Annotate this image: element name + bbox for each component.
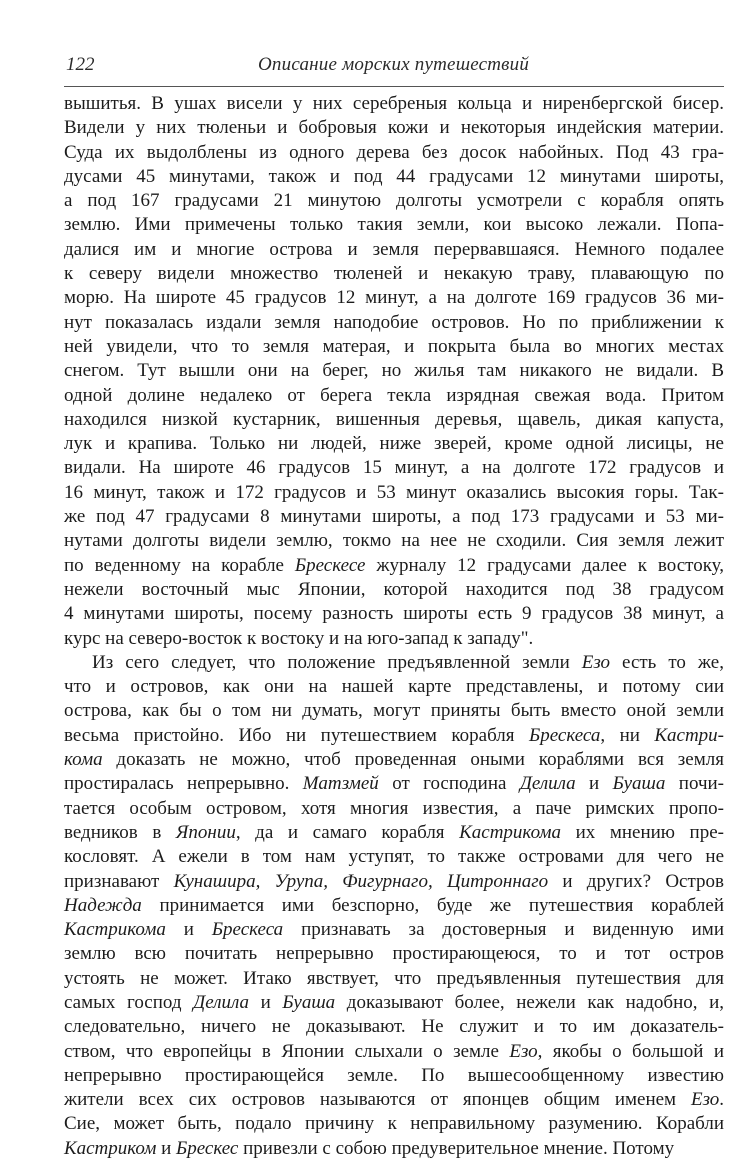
- text-run: ством, что европейцы в Японии слыхали о земле: [64, 1040, 510, 1062]
- text-line: 16 минут, також и 172 градусов и 53 минут оказались высокия горы. Так-: [64, 481, 724, 503]
- text-line: ней увидели, что то земля матерая, и покрыта была во многих местах: [64, 335, 724, 357]
- paragraph-2: [64, 651, 724, 1161]
- text-line: [64, 894, 724, 918]
- text-run: самых господ: [64, 991, 194, 1013]
- text-line: находился низкой кустарник, вишенныя деревья, щавель, дикая капуста,: [64, 408, 724, 430]
- text-line: что и островов, как они на нашей карте представлены, и потому сии: [64, 676, 724, 698]
- text-line: [64, 821, 724, 845]
- text-line: [64, 870, 724, 894]
- text-run: принимается ими безспорно, буде же путешествия кораблей: [141, 894, 724, 916]
- text-line: морю. На широте 45 градусов 12 минут, а на долготе 169 градусов 36 ми-: [64, 287, 724, 309]
- text-line: далися им и многие острова и земля перервавшаяся. Немного подалее: [64, 238, 724, 260]
- text-run: , якобы о большой и: [537, 1040, 724, 1062]
- text-line: Суда их выдолблены из одного дерева без досок набойных. Под 43 гра-: [64, 141, 724, 163]
- text-line: а под 167 градусами 21 минутою долготы усмотрели с корабля опять: [64, 190, 724, 212]
- text-run: почи-: [665, 773, 725, 795]
- text-line: 4 минутами широты, посему разность широты есть 9 градусов 38 минут, а: [64, 603, 724, 625]
- text-line: к северу видели множество тюленей и некакую траву, плавающую по: [64, 263, 724, 285]
- ship-name-kastrikom: Кастри-: [654, 724, 724, 746]
- text-run: привезли с собою предуверительное мнение. Потому: [238, 1137, 675, 1159]
- island-names: Кунашира, Урупа, Фигурнаго, Цитроннаго: [173, 870, 549, 892]
- text-run: есть то же,: [610, 651, 724, 673]
- text-run: простиралась непрерывно.: [64, 773, 303, 795]
- text-line: [64, 918, 724, 942]
- ship-name-kastrikom: кома: [64, 749, 103, 771]
- ship-name-breskes: Брескеса: [529, 724, 601, 746]
- ship-name-kastrikom: Кастриком: [64, 1137, 157, 1159]
- ship-name-kastrikom: Кастрикома: [64, 919, 166, 941]
- person-name-buash: Буаша: [612, 773, 666, 795]
- person-name-delil: Делила: [519, 773, 576, 795]
- text-run: журналу 12 градусами далее к востоку,: [365, 554, 724, 576]
- text-line: дусами 45 минутами, також и под 44 градусами 12 минутами широты,: [64, 165, 724, 187]
- text-line: нежели восточный мыс Японии, которой находится под 38 градусом: [64, 578, 724, 600]
- text-line: вышитья. В ушах висели у них серебреныя кольца и ниренбергской бисер.: [64, 93, 724, 114]
- text-run: и: [249, 991, 283, 1013]
- text-run: по веденному на корабле: [64, 554, 295, 576]
- text-line: [64, 772, 724, 796]
- text-run: .: [719, 1089, 724, 1111]
- header-rule: [64, 86, 724, 87]
- page-number: 122: [66, 54, 95, 75]
- text-line: нутами долготы видели землю, токмо на нее не сходили. Сия земля лежит: [64, 530, 724, 552]
- text-line: [64, 724, 724, 748]
- text-line: Сие, может быть, подало причину к неправильному разумению. Корабли: [64, 1113, 724, 1135]
- place-name-ezo: Езо: [690, 1089, 720, 1111]
- text-line: [64, 1040, 724, 1064]
- text-line: одной долине недалеко от берега текла изрядная свежая вода. Притом: [64, 384, 724, 406]
- body-text: [64, 92, 724, 1161]
- text-run: признавать за достоверныя и виденную ими: [283, 919, 724, 941]
- text-line: [64, 651, 724, 675]
- text-run: весьма пристойно. Ибо ни путешествием корабля: [64, 724, 529, 746]
- text-line: [64, 1088, 724, 1112]
- text-run: и других? Остров: [548, 870, 724, 892]
- ship-name-breskes: Брескесе: [294, 554, 366, 576]
- text-run: от господина: [378, 773, 520, 795]
- ship-name-breskes: Брескеса: [211, 919, 284, 941]
- text-run: жители всех сих островов называются от японцев общим именем: [64, 1089, 691, 1111]
- text-line: землю. Ими примечены только такия земли, кои высоко лежали. Попа-: [64, 214, 724, 236]
- text-line: [64, 1137, 724, 1161]
- text-run: доказывают более, нежели как надобно, и,: [335, 991, 725, 1013]
- text-run: , ни: [600, 724, 655, 746]
- person-name-delil: Делила: [193, 991, 249, 1013]
- text-run: признавают: [64, 870, 174, 892]
- text-run: и: [575, 773, 613, 795]
- text-line: Видели у них тюленьи и бобровыя кожи и некоторыя индейския материи.: [64, 117, 724, 139]
- text-run: и: [165, 919, 212, 941]
- text-line: курс на северо-восток к востоку и на юго-запад к западу".: [64, 627, 534, 649]
- text-line: лук и крапива. Только ни людей, ниже зверей, кроме одной лисицы, не: [64, 433, 724, 455]
- text-run: доказать не можно, чтоб проведенная оными кораблями вся земля: [102, 749, 724, 771]
- text-line: видали. На широте 46 градусов 15 минут, а на долготе 172 градусов и: [64, 457, 724, 479]
- running-head: Описание морских путешествий: [258, 54, 530, 75]
- text-line: следовательно, ничего не доказывают. Не служит и то им доказатель-: [64, 1016, 724, 1038]
- text-line: кословят. А ежели в том нам уступят, то также островами для чего не: [64, 846, 724, 868]
- text-run: ведников в: [64, 821, 176, 843]
- text-line: [64, 554, 724, 578]
- text-line: [64, 748, 724, 772]
- text-line: снегом. Тут вышли они на берег, но жилья там никакого не видали. В: [64, 360, 724, 382]
- text-line: нут показалась издали земля наподобие островов. Но по приближении к: [64, 311, 724, 333]
- page-header: [66, 52, 722, 80]
- text-run: и: [156, 1137, 177, 1159]
- text-line: тается особым островом, хотя многия известия, а паче римских пропо-: [64, 797, 724, 819]
- person-name-buash: Буаша: [282, 991, 336, 1013]
- place-name-matzmey: Матзмей: [302, 773, 379, 795]
- text-run: , да и самаго корабля: [235, 821, 460, 843]
- text-line: непрерывно простирающейся земле. По вышесообщенному известию: [64, 1064, 724, 1086]
- ship-name-kastrikom: Кастрикома: [459, 821, 561, 843]
- island-name-nadezhda: Надежда: [64, 894, 142, 916]
- text-line: землю всю почитать непрерывно простирающеюся, то и тот остров: [64, 943, 724, 965]
- text-run: Из сего следует, что положение предъявленной земли: [92, 651, 582, 673]
- text-line: острова, как бы о том ни думать, могут приняты быть вместо оной земли: [64, 700, 724, 722]
- text-line: [64, 991, 724, 1015]
- place-name-japan: Японии: [175, 821, 236, 843]
- text-line: устоять не может. Итако явствует, что предъявленныя путешествия для: [64, 967, 724, 989]
- place-name-ezo: Езо: [509, 1040, 538, 1062]
- text-line: же под 47 градусами 8 минутами широты, а под 173 градусами и 53 ми-: [64, 506, 724, 528]
- paragraph-1: [64, 92, 724, 651]
- ship-name-breskes: Брескес: [176, 1137, 239, 1159]
- place-name-ezo: Езо: [581, 651, 611, 673]
- text-run: их мнению пре-: [560, 821, 724, 843]
